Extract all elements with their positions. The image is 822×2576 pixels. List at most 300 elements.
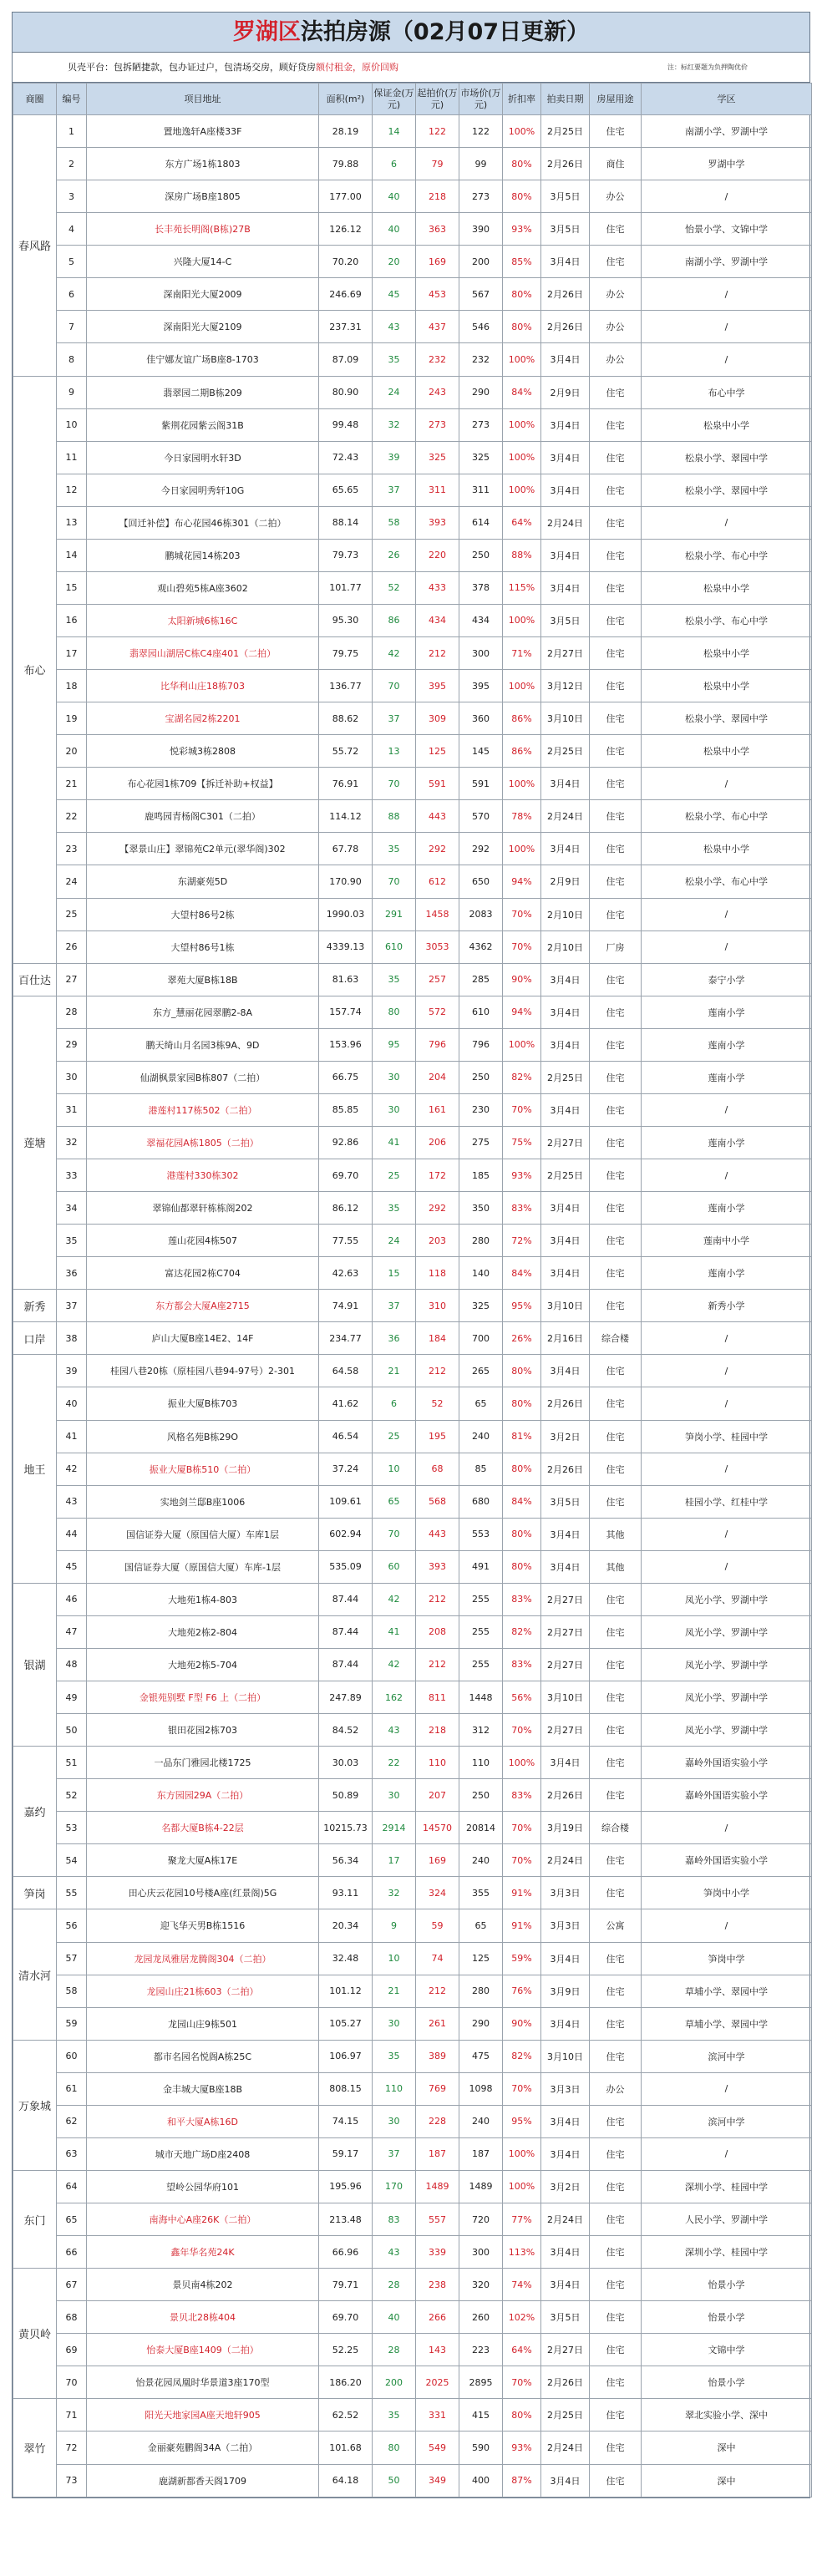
- usage-cell: 住宅: [590, 1485, 642, 1518]
- table-row: [13, 996, 812, 1028]
- address-cell: 【翠景山庄】翠锦苑C2单元(翠华阁)302: [87, 833, 319, 865]
- row-number: 22: [57, 800, 87, 833]
- school-cell: /: [642, 1812, 812, 1844]
- market-price-cell: 325: [459, 441, 503, 474]
- start-price-cell: 1489: [416, 2170, 459, 2203]
- deposit-cell: 39: [373, 441, 416, 474]
- discount-cell: 70%: [503, 931, 541, 963]
- usage-cell: 住宅: [590, 1126, 642, 1159]
- col-header: 商圈: [13, 84, 57, 115]
- table-row: [13, 2007, 812, 2040]
- usage-cell: 住宅: [590, 2137, 642, 2170]
- market-price-cell: 390: [459, 213, 503, 246]
- table-row: [13, 506, 812, 539]
- discount-cell: 100%: [503, 2170, 541, 2203]
- deposit-cell: 35: [373, 963, 416, 996]
- row-number: 42: [57, 1453, 87, 1485]
- district-cell: 嘉约: [13, 1747, 57, 1877]
- address-cell: 桂园八巷20栋（原桂园八巷94-97号）2-301: [87, 1355, 319, 1387]
- auction-date-cell: 3月4日: [541, 1518, 590, 1550]
- auction-date-cell: 3月4日: [541, 2137, 590, 2170]
- auction-date-cell: 2月24日: [541, 2431, 590, 2464]
- school-cell: /: [642, 1550, 812, 1583]
- discount-cell: 84%: [503, 1485, 541, 1518]
- table-row: [13, 2236, 812, 2269]
- address-cell: 翡翠园二期B栋209: [87, 376, 319, 408]
- auction-date-cell: 2月27日: [541, 1126, 590, 1159]
- row-number: 52: [57, 1779, 87, 1812]
- discount-cell: 100%: [503, 670, 541, 702]
- market-price-cell: 200: [459, 246, 503, 278]
- start-price-cell: 232: [416, 343, 459, 376]
- auction-date-cell: 3月4日: [541, 1225, 590, 1257]
- area-cell: 157.74: [319, 996, 373, 1028]
- deposit-cell: 110: [373, 2072, 416, 2105]
- row-number: 9: [57, 376, 87, 408]
- area-cell: 109.61: [319, 1485, 373, 1518]
- usage-cell: 住宅: [590, 1714, 642, 1747]
- deposit-cell: 30: [373, 1093, 416, 1126]
- auction-date-cell: 3月4日: [541, 1355, 590, 1387]
- deposit-cell: 6: [373, 148, 416, 180]
- market-price-cell: 614: [459, 506, 503, 539]
- discount-cell: 100%: [503, 1747, 541, 1779]
- market-price-cell: 65: [459, 1387, 503, 1420]
- table-row: [13, 963, 812, 996]
- start-price-cell: 769: [416, 2072, 459, 2105]
- table-row: [13, 1909, 812, 1942]
- address-cell: 兴隆大厦14-C: [87, 246, 319, 278]
- table-row: [13, 1322, 812, 1355]
- row-number: 37: [57, 1290, 87, 1322]
- school-cell: /: [642, 1093, 812, 1126]
- district-cell: 清水河: [13, 1909, 57, 2040]
- row-number: 41: [57, 1420, 87, 1453]
- usage-cell: 住宅: [590, 539, 642, 571]
- deposit-cell: 42: [373, 637, 416, 670]
- area-cell: 79.73: [319, 539, 373, 571]
- row-number: 65: [57, 2203, 87, 2236]
- area-cell: 86.12: [319, 1192, 373, 1225]
- row-number: 15: [57, 571, 87, 604]
- market-price-cell: 250: [459, 539, 503, 571]
- auction-date-cell: 3月4日: [541, 996, 590, 1028]
- start-price-cell: 187: [416, 2137, 459, 2170]
- deposit-cell: 200: [373, 2366, 416, 2399]
- discount-cell: 80%: [503, 1355, 541, 1387]
- table-row: [13, 115, 812, 148]
- usage-cell: 住宅: [590, 1225, 642, 1257]
- market-price-cell: 2083: [459, 898, 503, 931]
- school-cell: 布心中学: [642, 376, 812, 408]
- auction-date-cell: 3月10日: [541, 2040, 590, 2072]
- usage-cell: 办公: [590, 311, 642, 343]
- start-price-cell: 206: [416, 1126, 459, 1159]
- area-cell: 195.96: [319, 2170, 373, 2203]
- row-number: 1: [57, 115, 87, 148]
- discount-cell: 70%: [503, 1714, 541, 1747]
- row-number: 13: [57, 506, 87, 539]
- area-cell: 808.15: [319, 2072, 373, 2105]
- market-price-cell: 273: [459, 408, 503, 441]
- address-cell: 一品东门雅园北楼1725: [87, 1747, 319, 1779]
- auction-date-cell: 3月5日: [541, 180, 590, 213]
- start-price-cell: 389: [416, 2040, 459, 2072]
- platform-info: [13, 53, 809, 83]
- discount-cell: 85%: [503, 246, 541, 278]
- discount-cell: 70%: [503, 898, 541, 931]
- start-price-cell: 203: [416, 1225, 459, 1257]
- address-cell: 金丽豪苑鹏阁34A（二拍）: [87, 2431, 319, 2464]
- area-cell: 30.03: [319, 1747, 373, 1779]
- school-cell: /: [642, 506, 812, 539]
- area-cell: 65.65: [319, 474, 373, 506]
- market-price-cell: 4362: [459, 931, 503, 963]
- table-row: [13, 1485, 812, 1518]
- school-cell: 松泉中小学: [642, 408, 812, 441]
- row-number: 29: [57, 1028, 87, 1061]
- area-cell: 114.12: [319, 800, 373, 833]
- discount-cell: 90%: [503, 963, 541, 996]
- market-price-cell: 230: [459, 1093, 503, 1126]
- table-row: [13, 311, 812, 343]
- auction-date-cell: 2月25日: [541, 115, 590, 148]
- table-row: [13, 1028, 812, 1061]
- address-cell: 田心庆云花园10号楼A座(红景阁)5G: [87, 1877, 319, 1909]
- usage-cell: 住宅: [590, 2170, 642, 2203]
- area-cell: 170.90: [319, 865, 373, 898]
- district-cell: 翠竹: [13, 2399, 57, 2497]
- deposit-cell: 70: [373, 768, 416, 800]
- market-price-cell: 240: [459, 2105, 503, 2137]
- market-price-cell: 570: [459, 800, 503, 833]
- address-cell: 景贝北28栋404: [87, 2301, 319, 2334]
- auction-date-cell: 3月19日: [541, 1812, 590, 1844]
- address-cell: 银田花园2栋703: [87, 1714, 319, 1747]
- start-price-cell: 3053: [416, 931, 459, 963]
- area-cell: 37.24: [319, 1453, 373, 1485]
- deposit-cell: 30: [373, 1061, 416, 1093]
- market-price-cell: 491: [459, 1550, 503, 1583]
- row-number: 5: [57, 246, 87, 278]
- market-price-cell: 475: [459, 2040, 503, 2072]
- auction-date-cell: 3月2日: [541, 2170, 590, 2203]
- table-row: [13, 408, 812, 441]
- usage-cell: 住宅: [590, 1779, 642, 1812]
- discount-cell: 100%: [503, 2137, 541, 2170]
- deposit-cell: 37: [373, 2137, 416, 2170]
- address-cell: 东方广场1栋1803: [87, 148, 319, 180]
- discount-cell: 86%: [503, 702, 541, 735]
- discount-cell: 95%: [503, 1290, 541, 1322]
- row-number: 44: [57, 1518, 87, 1550]
- discount-cell: 113%: [503, 2236, 541, 2269]
- usage-cell: 办公: [590, 2072, 642, 2105]
- school-cell: 笋岗中小学: [642, 1877, 812, 1909]
- address-cell: 名都大厦B栋4-22层: [87, 1812, 319, 1844]
- start-price-cell: 331: [416, 2399, 459, 2431]
- deposit-cell: 41: [373, 1126, 416, 1159]
- address-cell: 庐山大厦B座14E2、14F: [87, 1322, 319, 1355]
- discount-cell: 93%: [503, 213, 541, 246]
- discount-cell: 100%: [503, 343, 541, 376]
- school-cell: 深中: [642, 2464, 812, 2497]
- usage-cell: 公寓: [590, 1909, 642, 1942]
- usage-cell: 住宅: [590, 2366, 642, 2399]
- address-cell: 实地剑兰邸B座1006: [87, 1485, 319, 1518]
- start-price-cell: 68: [416, 1453, 459, 1485]
- start-price-cell: 14570: [416, 1812, 459, 1844]
- address-cell: 怡景花园凤凰时华景道3座170型: [87, 2366, 319, 2399]
- area-cell: 55.72: [319, 735, 373, 768]
- deposit-cell: 28: [373, 2269, 416, 2301]
- deposit-cell: 50: [373, 2464, 416, 2497]
- address-cell: 置地逸轩A座楼33F: [87, 115, 319, 148]
- address-cell: 迎飞华天男B栋1516: [87, 1909, 319, 1942]
- table-row: [13, 604, 812, 636]
- usage-cell: 住宅: [590, 1355, 642, 1387]
- auction-date-cell: 2月26日: [541, 311, 590, 343]
- deposit-cell: 43: [373, 2236, 416, 2269]
- district-cell: 布心: [13, 376, 57, 963]
- table-row: [13, 1355, 812, 1387]
- market-price-cell: 273: [459, 180, 503, 213]
- market-price-cell: 255: [459, 1583, 503, 1615]
- usage-cell: 住宅: [590, 571, 642, 604]
- usage-cell: 办公: [590, 343, 642, 376]
- start-price-cell: 310: [416, 1290, 459, 1322]
- area-cell: 10215.73: [319, 1812, 373, 1844]
- start-price-cell: 204: [416, 1061, 459, 1093]
- auction-date-cell: 3月4日: [541, 833, 590, 865]
- auction-date-cell: 3月5日: [541, 604, 590, 636]
- start-price-cell: 339: [416, 2236, 459, 2269]
- start-price-cell: 796: [416, 1028, 459, 1061]
- table-row: [13, 2105, 812, 2137]
- start-price-cell: 212: [416, 1355, 459, 1387]
- school-cell: 深圳小学、桂园中学: [642, 2236, 812, 2269]
- discount-cell: 100%: [503, 474, 541, 506]
- market-price-cell: 1489: [459, 2170, 503, 2203]
- discount-cell: 100%: [503, 833, 541, 865]
- table-row: [13, 768, 812, 800]
- row-number: 6: [57, 278, 87, 311]
- usage-cell: 住宅: [590, 1061, 642, 1093]
- table-row: [13, 1975, 812, 2007]
- row-number: 19: [57, 702, 87, 735]
- usage-cell: 住宅: [590, 376, 642, 408]
- market-price-cell: 591: [459, 768, 503, 800]
- area-cell: 76.91: [319, 768, 373, 800]
- row-number: 7: [57, 311, 87, 343]
- start-price-cell: 118: [416, 1257, 459, 1290]
- usage-cell: 住宅: [590, 2203, 642, 2236]
- usage-cell: 住宅: [590, 1615, 642, 1648]
- market-price-cell: 311: [459, 474, 503, 506]
- col-header: 保证金(万元): [373, 84, 416, 115]
- discount-cell: 80%: [503, 148, 541, 180]
- discount-cell: 80%: [503, 278, 541, 311]
- deposit-cell: 291: [373, 898, 416, 931]
- start-price-cell: 443: [416, 800, 459, 833]
- usage-cell: 住宅: [590, 1681, 642, 1714]
- auction-date-cell: 2月27日: [541, 2334, 590, 2366]
- usage-cell: 住宅: [590, 865, 642, 898]
- discount-cell: 70%: [503, 2072, 541, 2105]
- school-cell: /: [642, 2137, 812, 2170]
- start-price-cell: 292: [416, 1192, 459, 1225]
- address-cell: 和平大厦A栋16D: [87, 2105, 319, 2137]
- usage-cell: 住宅: [590, 1192, 642, 1225]
- market-price-cell: 280: [459, 1225, 503, 1257]
- school-cell: 莲南小学: [642, 1257, 812, 1290]
- deposit-cell: 14: [373, 115, 416, 148]
- school-cell: /: [642, 931, 812, 963]
- col-header: 房屋用途: [590, 84, 642, 115]
- usage-cell: 住宅: [590, 2301, 642, 2334]
- discount-cell: 70%: [503, 1844, 541, 1877]
- start-price-cell: 212: [416, 1583, 459, 1615]
- start-price-cell: 212: [416, 637, 459, 670]
- area-cell: 64.18: [319, 2464, 373, 2497]
- deposit-cell: 86: [373, 604, 416, 636]
- auction-date-cell: 3月4日: [541, 1192, 590, 1225]
- auction-date-cell: 3月4日: [541, 2464, 590, 2497]
- market-price-cell: 360: [459, 702, 503, 735]
- usage-cell: 住宅: [590, 1159, 642, 1192]
- district-cell: 万象城: [13, 2040, 57, 2170]
- area-cell: 95.30: [319, 604, 373, 636]
- auction-date-cell: 2月24日: [541, 2203, 590, 2236]
- row-number: 59: [57, 2007, 87, 2040]
- auction-date-cell: 2月26日: [541, 1453, 590, 1485]
- market-price-cell: 265: [459, 1355, 503, 1387]
- row-number: 58: [57, 1975, 87, 2007]
- row-number: 34: [57, 1192, 87, 1225]
- col-header: 项目地址: [87, 84, 319, 115]
- deposit-cell: 88: [373, 800, 416, 833]
- deposit-cell: 80: [373, 2431, 416, 2464]
- address-cell: 城市天地广场D座2408: [87, 2137, 319, 2170]
- market-price-cell: 1448: [459, 1681, 503, 1714]
- market-price-cell: 650: [459, 865, 503, 898]
- school-cell: 南湖小学、罗湖中学: [642, 246, 812, 278]
- school-cell: 深圳小学、桂园中学: [642, 2170, 812, 2203]
- start-price-cell: 453: [416, 278, 459, 311]
- auction-date-cell: 3月5日: [541, 1485, 590, 1518]
- usage-cell: 住宅: [590, 1387, 642, 1420]
- usage-cell: 住宅: [590, 1257, 642, 1290]
- school-cell: 凤光小学、罗湖中学: [642, 1583, 812, 1615]
- school-cell: 凤光小学、罗湖中学: [642, 1615, 812, 1648]
- table-row: [13, 1779, 812, 1812]
- start-price-cell: 393: [416, 506, 459, 539]
- deposit-cell: 36: [373, 1322, 416, 1355]
- start-price-cell: 161: [416, 1093, 459, 1126]
- area-cell: 87.44: [319, 1615, 373, 1648]
- school-cell: 翠北实验小学、深中: [642, 2399, 812, 2431]
- discount-cell: 83%: [503, 1192, 541, 1225]
- usage-cell: 住宅: [590, 246, 642, 278]
- row-number: 69: [57, 2334, 87, 2366]
- discount-cell: 87%: [503, 2464, 541, 2497]
- area-cell: 92.86: [319, 1126, 373, 1159]
- table-row: [13, 1159, 812, 1192]
- row-number: 27: [57, 963, 87, 996]
- market-price-cell: 325: [459, 1290, 503, 1322]
- table-row: [13, 865, 812, 898]
- table-row: [13, 670, 812, 702]
- auction-date-cell: 3月4日: [541, 1747, 590, 1779]
- address-cell: 南海中心A座26K（二拍）: [87, 2203, 319, 2236]
- row-number: 50: [57, 1714, 87, 1747]
- address-cell: 布心花园1栋709【拆迁补助+权益】: [87, 768, 319, 800]
- table-row: [13, 2040, 812, 2072]
- address-cell: 振业大厦B栋510（二拍）: [87, 1453, 319, 1485]
- usage-cell: 住宅: [590, 2105, 642, 2137]
- area-cell: 28.19: [319, 115, 373, 148]
- auction-date-cell: 3月3日: [541, 1909, 590, 1942]
- address-cell: 翠锦仙都翠轩栋栋阁202: [87, 1192, 319, 1225]
- usage-cell: 办公: [590, 278, 642, 311]
- start-price-cell: 52: [416, 1387, 459, 1420]
- market-price-cell: 350: [459, 1192, 503, 1225]
- table-row: [13, 2334, 812, 2366]
- school-cell: 莲南小学: [642, 996, 812, 1028]
- start-price-cell: 212: [416, 1648, 459, 1681]
- address-cell: 阳光天地家园A座天地轩905: [87, 2399, 319, 2431]
- discount-cell: 70%: [503, 1812, 541, 1844]
- start-price-cell: 443: [416, 1518, 459, 1550]
- table-row: [13, 1942, 812, 1975]
- school-cell: 莲南中小学: [642, 1225, 812, 1257]
- deposit-cell: 37: [373, 702, 416, 735]
- address-cell: 【回迁补偿】布心花园46栋301（二拍）: [87, 506, 319, 539]
- table-row: [13, 1093, 812, 1126]
- discount-cell: 93%: [503, 2431, 541, 2464]
- address-cell: 鹏天绮山月名园3栋9A、9D: [87, 1028, 319, 1061]
- start-price-cell: 257: [416, 963, 459, 996]
- address-cell: 金银苑别墅 F型 F6 上（二拍）: [87, 1681, 319, 1714]
- market-price-cell: 796: [459, 1028, 503, 1061]
- area-cell: 87.09: [319, 343, 373, 376]
- deposit-cell: 26: [373, 539, 416, 571]
- discount-cell: 100%: [503, 1028, 541, 1061]
- area-cell: 101.12: [319, 1975, 373, 2007]
- school-cell: 笋岗小学、桂园中学: [642, 1420, 812, 1453]
- school-cell: /: [642, 278, 812, 311]
- table-row: [13, 1550, 812, 1583]
- deposit-cell: 9: [373, 1909, 416, 1942]
- table-row: [13, 637, 812, 670]
- row-number: 2: [57, 148, 87, 180]
- auction-date-cell: 2月9日: [541, 865, 590, 898]
- area-cell: 46.54: [319, 1420, 373, 1453]
- row-number: 3: [57, 180, 87, 213]
- usage-cell: 住宅: [590, 1290, 642, 1322]
- area-cell: 66.96: [319, 2236, 373, 2269]
- usage-cell: 住宅: [590, 474, 642, 506]
- table-row: [13, 1192, 812, 1225]
- table-row: [13, 2464, 812, 2497]
- school-cell: 怡景小学: [642, 2269, 812, 2301]
- start-price-cell: 395: [416, 670, 459, 702]
- discount-cell: 86%: [503, 735, 541, 768]
- school-cell: 松泉中小学: [642, 637, 812, 670]
- area-cell: 69.70: [319, 2301, 373, 2334]
- school-cell: 松泉小学、布心中学: [642, 800, 812, 833]
- auction-date-cell: 3月4日: [541, 2269, 590, 2301]
